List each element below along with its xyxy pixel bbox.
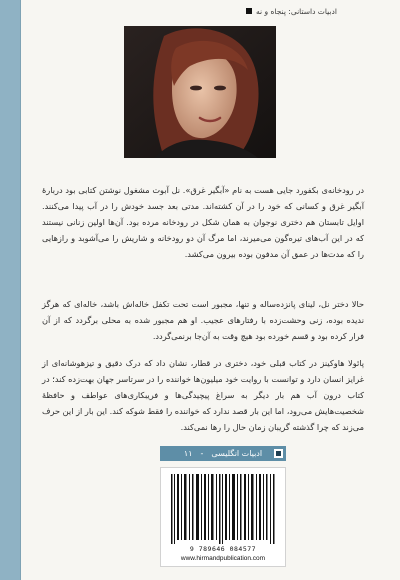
badge-separator: -: [200, 449, 204, 458]
summary-paragraph-3: پائولا هاوکینز در کتاب قبلی خود، دختری در قطار، نشان داد که درک دقیق و تیزهوشانه‌ای از غرایز انسان دارد و توانست با روایت خود میلیون‌ها خواننده را در سرتاسر جهان بهت‌زده کند؛ در کتاب درون آب هم بار دیگر به سراغ پیچیدگی‌ها و فریبکاری‌های عواطف و حافظهٔ شخصیت‌هایش می‌رود، اما این بار قصد ندارد که خواننده را فقط شوکه کند. این بار از این حرف می‌زند که چرا گذشته گریبان زمان حال را رها نمی‌کند.: [42, 358, 364, 432]
series-header: [246, 4, 394, 18]
series-badge: [160, 446, 286, 461]
barcode-box: [160, 467, 286, 567]
author-photo: [124, 26, 276, 158]
spine-strip: [0, 0, 21, 580]
series-label: ادبیات داستانی: پنجاه و نه: [256, 6, 337, 16]
barcode-icon: [169, 474, 279, 544]
series-square-icon: [246, 8, 252, 14]
summary-paragraph-1: در رودخانه‌ی بکفورد جایی هست به نام «آبگیر غرق». نل آبوت مشغول نوشتن کتابی بود دربارهٔ آبگیر غرق و کسانی که خود را در آن کشته‌اند. مدتی بعد جسد خودش را در آب پیدا می‌کنند. اوایل تابستان هم دختری نوجوان به همان شکل در رودخانه مرده بود. آن‌ها اولین زنانی نیستند که در این آب‌های تیره‌گون می‌میرند، اما مرگ آن دو رودخانه و شاریش را می‌آشوبد و رازهایی را که مدت‌ها در عمق آن مدفون بوده بیرون می‌کشد.: [42, 185, 364, 259]
isbn-number: 9 789646 084577: [189, 545, 257, 553]
author-portrait-icon: [124, 26, 276, 158]
badge-number: ۱۱: [183, 449, 193, 458]
badge-square-icon: [274, 449, 283, 458]
publisher-website: www.hirmandpublication.com: [180, 555, 266, 562]
badge-label: ادبیات انگلیسی: [211, 449, 263, 458]
summary-paragraph-2: حالا دختر نل، لینای پانزده‌ساله و تنها، مجبور است تحت تکفل خاله‌اش باشد، خاله‌ای که هرگز ندیده بوده، زنی وحشت‌زده با رفتارهای عجیب. او هم مجبور شده به محلی برگردد که از آن فرار کرده بود و قسم خورده بود هیچ وقت به آن‌جا برنمی‌گردد.: [42, 299, 364, 341]
